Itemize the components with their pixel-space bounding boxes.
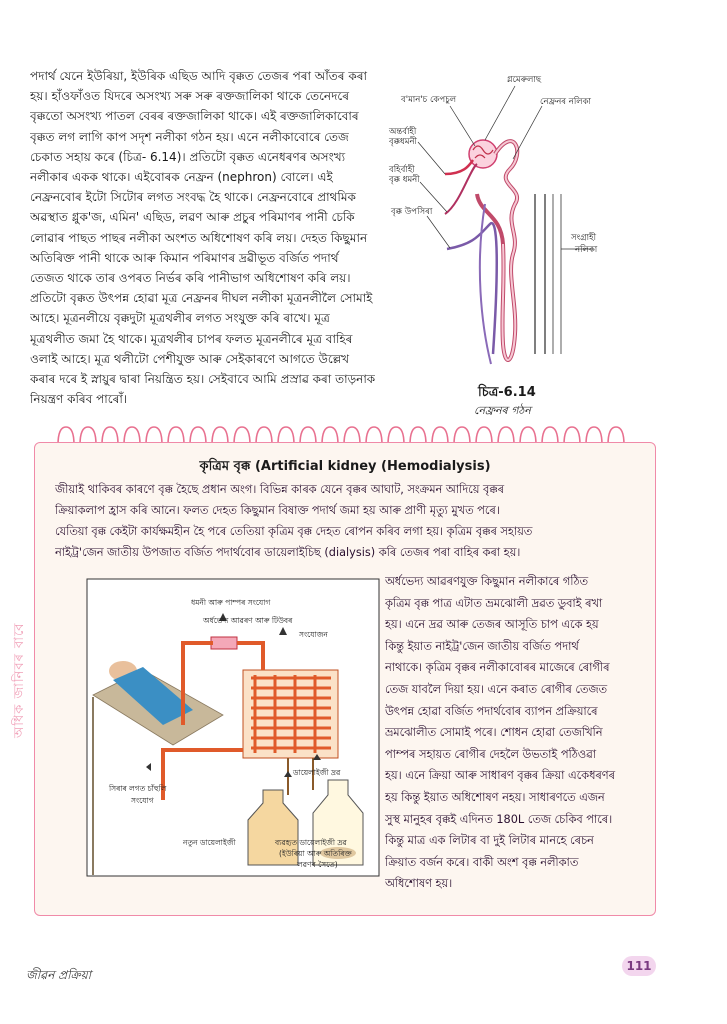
vein-connection-label: সিৰাৰ লগত চাঁহুলি [109,784,167,793]
text-line: বৃক্কতো অসংখ্য পাতল বেৰৰ ৰক্তজালিকা থাকে। এই ৰক্তজালিকাবোৰ [30,109,359,124]
text-line: নাথাকে। কৃত্ৰিম বৃক্কৰ নলীকাবোৰৰ মাজেৰে ৰোগীৰ [385,661,610,675]
text-line: নলীকাৰ একক থাকে। এইবোৰক নেফ্ৰন (nephron) বোলে। এই [30,170,333,185]
afferent-artery-label: অন্তৰ্বাহী বৃক্কধমনী [389,127,417,147]
text-line: বৃক্কত লগ লাগি কাপ সদৃশ নলীকা গঠন হয়। এনে নলীকাবোৰে তেজ [30,129,349,144]
dialysate-label: ডায়েলাইজী দ্ৰৱ [293,768,341,777]
text-line: কিন্তু মাত্ৰ এক লিটাৰ বা দুই লিটাৰ মানহে ৰেচন [385,834,594,848]
text-line: হয়। হাঁওফাঁওত যিদৰে অসংখ্য সৰু সৰু ৰক্তজালিকা থাকে তেনেদৰে [30,89,349,104]
info-box [34,442,656,916]
text-line: ওলাই আহে। মূত্ৰ থলীটো পেশীযুক্ত আৰু সেইকাৰণে আগতে উল্লেখ [30,351,350,366]
glomerulus-label: গ্লমেৰুলাছ [507,75,542,85]
box-title-bn: কৃত্ৰিম বৃক্ক [199,459,251,474]
text-line: প্ৰতিটো বৃক্কত উৎপন্ন হোৱা মূত্ৰ নেফ্ৰনৰ দীঘল নলীকা মূত্ৰনলীলৈ সোমাই [30,291,373,306]
used-dialysate-note-2: লৱণৰ সৈতে) [297,860,338,869]
membrane-tube-label: অৰ্ধভেদ্য আৱৰণ আৰু টিউবৰ [203,616,293,625]
page-number: 111 [622,956,656,976]
text-line: কিন্তু ইয়াত নাইট্ৰ'জেন জাতীয় বৰ্জিত পদাৰ্থ [385,639,579,653]
box-paragraph-1 [55,479,639,563]
text-line: সুস্থ মানুহৰ বৃক্কই এদিনত 180L তেজ চেকিব পাৰে। [385,812,613,826]
nephron-diagram [385,64,625,416]
text-line: লোৱাৰ পাছত পাছৰ নলীকা অংশত অধিশোষণ কৰি লয়। দেহত কিছুমান [30,230,368,245]
box-paragraph-2 [385,571,647,895]
body-paragraph [30,66,375,409]
text-line: হয় কিন্তু ইয়াত অধিশোষণ নহয়। সাধাৰণতে এজন [385,790,605,804]
text-line: অৱস্থাত গ্লুক'জ, এমিন' এছিড, লৱণ আৰু প্ৰচুৰ পৰিমাণৰ পানী চেকি [30,210,355,225]
text-line: ক্ৰিয়াত বৰ্জন কৰে। বাকী অংশ বৃক্ক নলীকাত [385,855,579,869]
text-line: হয়। এনে দ্ৰৱ আৰু তেজৰ আসূতি চাপ একে হয় [385,618,599,632]
connection-label: সংযোজন [299,630,328,639]
text-line: অধিশোষণ হয়। [385,877,453,891]
renal-vein-label: বৃক্ক উপসিৰা [391,207,433,217]
dialysis-diagram [83,575,383,880]
nephron-tubule-label: নেফ্ৰনৰ নলিকা [540,97,592,107]
text-line: পাম্পৰ সহায়ত ৰোগীৰ দেহলৈ উভতাই পঠিওৱা [385,747,596,761]
text-line: যেতিয়া বৃক্ক কেইটা কাৰ্যক্ষমহীন হৈ পৰে তেতিয়া কৃত্ৰিম বৃক্ক দেহত ৰোপন কৰিব লগা হয়। কৃত্ৰিম বৃক্কৰ সহায়ত [55,525,533,538]
text-line: নিয়ন্ত্ৰণ কৰিব পাৰোঁ। [30,392,128,407]
new-dialysate-label: নতুন ডায়েলাইজী [183,838,236,847]
text-line: আহে। মূত্ৰনলীয়ে বৃক্কদুটা মূত্ৰথলীৰ লগত সংযুক্ত কৰি ৰাখে। মূত্ৰ [30,311,330,326]
text-line: কৰাৰ দৰে ই স্নায়ুৰ দ্বাৰা নিয়ন্ত্ৰিত হয়। সেইবাবে আমি প্ৰস্ৰাৱ কৰা তাড়নাক [30,372,375,387]
text-line: অতিৰিক্ত পানী থাকে আৰু কিমান পৰিমাণৰ দ্ৰৱীভূত বৰ্জিত পদাৰ্থ [30,250,339,265]
chapter-footer: জীৱন প্ৰক্ৰিয়া [26,968,92,982]
artery-pump-label: ধমনী আৰু পাম্পৰ সংযোগ [191,598,271,607]
box-title-en: (Artificial kidney (Hemodialysis) [254,459,491,474]
text-line: হয়। এনে ক্ৰিয়া আৰু সাধাৰণ বৃক্কৰ ক্ৰিয়া একেধৰণৰ [385,769,615,783]
text-line: তেজত থাকে তাৰ ওপৰত নিৰ্ভৰ কৰি পানীভাগ অধিশোষণ কৰি লয়। [30,271,351,286]
figure-subcaption: নেফ্ৰনৰ গঠন [474,404,531,417]
used-dialysate-note-1: (ইউৰিয়া আৰু অতিৰিক্ত [279,849,352,858]
text-line: উৎপন্ন হোৱা বৰ্জিত পদাৰ্থবোৰ ব্যাপন প্ৰক্ৰিয়াৰে [385,704,598,718]
text-line: মূত্ৰথলীত জমা হৈ থাকে। মূত্ৰথলীৰ চাপৰ ফলত মূত্ৰনলীৰে মূত্ৰ বাহিৰ [30,331,353,346]
text-line: নাইট্ৰ'জেন জাতীয় উপজাত বৰ্জিত পদাৰ্থবোৰ ডায়েলাইচিছ (dialysis) কৰি তেজৰ পৰা বাহিৰ কৰা হয়। [55,546,521,559]
text-line: চেকাত সহায় কৰে (চিত্ৰ- 6.14)। প্রতিটো বৃক্কত এনেধৰণৰ অসংখ্য [30,149,346,164]
text-line: ক্ৰিয়াকলাপ হ্ৰাস কৰি আনে। ফলত দেহত কিছুমান বিষাক্ত পদাৰ্থ জমা হয় আৰু প্ৰাণী মৃত্যু মুখত পৰে। [55,504,500,517]
text-line: পদার্থ যেনে ইউৰিয়া, ইউৰিক এছিড আদি বৃক্কত তেজৰ পৰা আঁতৰ কৰা [30,69,367,83]
text-line: কৃত্ৰিম বৃক্ক পাত্ৰ এটাত ভ্ৰমঝোলী দ্ৰৱত ডুবাই ৰখা [385,596,603,610]
text-line: জীয়াই থাকিবৰ কাৰণে বৃক্ক হৈছে প্ৰধান অংগ। বিভিন্ন কাৰক যেনে বৃক্কৰ আঘাট, সংক্ৰমন আদিয়ে বৃক্কৰ [55,483,504,496]
text-line: নেফ্ৰনবোৰ ইটো সিটোৰ লগত সংবদ্ধ হৈ থাকে। নেফ্ৰনবোৰে প্ৰাথমিক [30,190,356,205]
figure-caption: চিত্ৰ-6.14 [478,385,536,400]
text-line: অৰ্ধভেদ্য আৱৰণযুক্ত কিছুমান নলীকাৰে গঠিত [385,575,589,588]
bowman-capsule-label: ব'মান'চ কেপচুল [401,95,457,105]
text-line: তেজ যাবলৈ দিয়া হয়। এনে কৰাত ৰোগীৰ তেজত [385,682,608,696]
collecting-duct-label: সংগ্ৰাহী নলিকা [571,233,598,255]
vein-connection-label-2: সংযোগ [131,796,154,805]
text-line: ভ্ৰমঝোলীত সোমাই পৰে। শোধন হোৱা তেজখিনি [385,726,603,740]
box-title [35,457,655,478]
sidebar-label: অধিক জানিবৰ বাবে [12,622,27,738]
efferent-artery-label: বহিৰ্বাহী বৃক্ক ধমনী [389,165,420,185]
used-dialysate-label: ব্যৱহৃত ডায়েলাইজী দ্ৰৱ [275,838,347,847]
